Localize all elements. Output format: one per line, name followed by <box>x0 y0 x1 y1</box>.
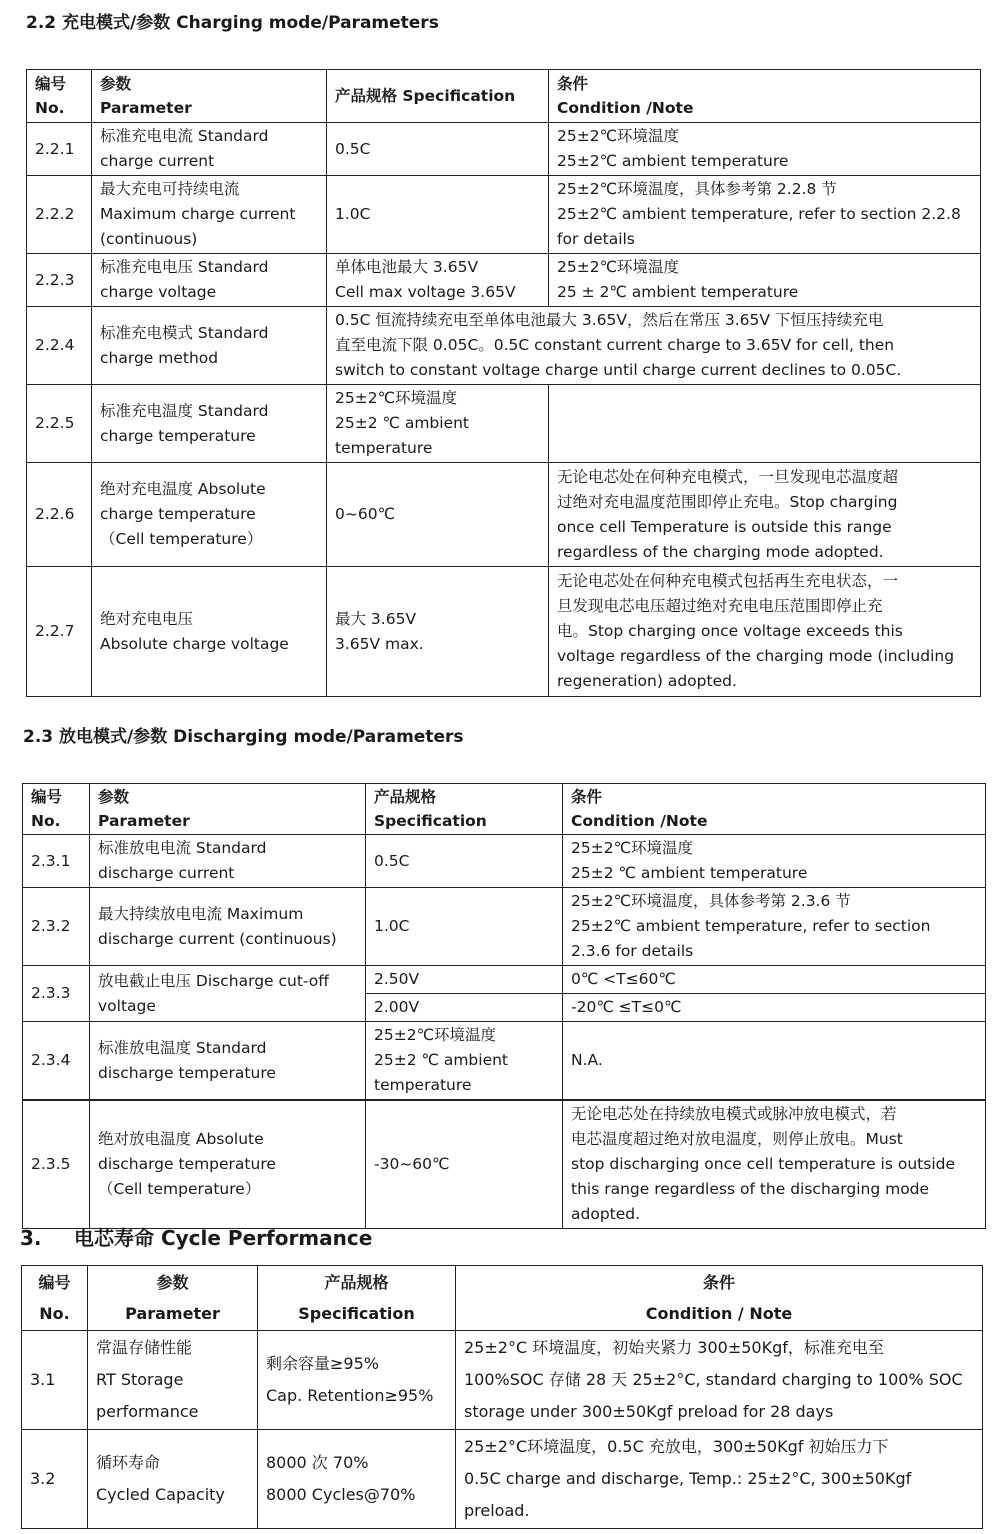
section-heading-3 <box>20 1222 372 1251</box>
row-parameter: 标准充电电流 Standard charge current <box>92 123 327 176</box>
header-no: 编号 No. <box>22 1266 88 1331</box>
row-condition: 25±2℃环境温度 25±2℃ ambient temperature <box>549 123 981 176</box>
row-number: 2.3.3 <box>23 966 90 1022</box>
table-row <box>27 307 981 385</box>
header-condition: 条件 Condition /Note <box>563 784 986 835</box>
row-number: 3.2 <box>22 1430 88 1529</box>
table-row <box>27 123 981 176</box>
row-number: 3.1 <box>22 1331 88 1430</box>
cycle-performance-table <box>21 1265 983 1529</box>
table-row <box>23 835 986 888</box>
row-parameter: 放电截止电压 Discharge cut-off voltage <box>90 966 366 1022</box>
row-condition: 0℃ <T≤60℃ <box>563 966 986 994</box>
row-specification: 0.5C <box>366 835 563 888</box>
row-parameter: 绝对放电温度 Absolute discharge temperature （Cell temperature） <box>90 1100 366 1229</box>
row-condition: 无论电芯处在持续放电模式或脉冲放电模式，若 电芯温度超过绝对放电温度，则停止放电。Must stop discharging once cell temperature is outside this range regardless of the discharging mode adopted. <box>563 1100 986 1229</box>
row-specification: 0~60℃ <box>327 463 549 567</box>
row-specification: 8000 次 70% 8000 Cycles@70% <box>258 1430 456 1529</box>
row-parameter: 标准充电温度 Standard charge temperature <box>92 385 327 463</box>
row-specification: 剩余容量≥95% Cap. Retention≥95% <box>258 1331 456 1430</box>
header-no: 编号 No. <box>27 70 92 123</box>
row-number: 2.2.2 <box>27 176 92 254</box>
section-number: 3. <box>20 1226 42 1250</box>
row-condition: N.A. <box>563 1022 986 1101</box>
header-parameter: 参数 Parameter <box>90 784 366 835</box>
table-row <box>27 254 981 307</box>
section-title: 电芯寿命 Cycle Performance <box>74 1226 373 1250</box>
row-parameter: 绝对充电电压 Absolute charge voltage <box>92 567 327 697</box>
row-specification: 2.00V <box>366 994 563 1022</box>
table-row <box>23 1022 986 1101</box>
row-specification: 25±2℃环境温度 25±2 ℃ ambient temperature <box>327 385 549 463</box>
row-condition: 25±2°C 环境温度，初始夹紧力 300±50Kgf，标准充电至 100%SOC 存储 28 天 25±2°C, standard charging to 100% SOC storage under 300±50Kgf preload for 28 days <box>456 1331 983 1430</box>
row-parameter: 标准充电电压 Standard charge voltage <box>92 254 327 307</box>
table-row <box>27 385 981 463</box>
row-specification: 2.50V <box>366 966 563 994</box>
row-parameter: 常温存储性能 RT Storage performance <box>88 1331 258 1430</box>
row-number: 2.2.3 <box>27 254 92 307</box>
row-condition: 25±2℃环境温度，具体参考第 2.2.8 节 25±2℃ ambient temperature, refer to section 2.2.8 for details <box>549 176 981 254</box>
row-specification: -30~60℃ <box>366 1100 563 1229</box>
row-specification: 25±2℃环境温度 25±2 ℃ ambient temperature <box>366 1022 563 1101</box>
table-row <box>27 567 981 697</box>
table-row <box>22 1331 983 1430</box>
table-row <box>23 966 986 994</box>
row-parameter: 标准放电温度 Standard discharge temperature <box>90 1022 366 1101</box>
row-condition: 25±2℃环境温度 25±2 ℃ ambient temperature <box>563 835 986 888</box>
header-specification: 产品规格 Specification <box>327 70 549 123</box>
table-row <box>23 1100 986 1229</box>
header-condition: 条件 Condition /Note <box>549 70 981 123</box>
row-number: 2.2.5 <box>27 385 92 463</box>
row-condition: 无论电芯处在何种充电模式包括再生充电状态，一 旦发现电芯电压超过绝对充电电压范围即停止充 电。Stop charging once voltage exceeds this voltage regardless of the charging mode (including regeneration) adopted. <box>549 567 981 697</box>
row-number: 2.2.4 <box>27 307 92 385</box>
row-condition: 25±2℃环境温度，具体参考第 2.3.6 节 25±2℃ ambient temperature, refer to section 2.3.6 for details <box>563 888 986 966</box>
row-specification: 1.0C <box>366 888 563 966</box>
row-parameter: 最大充电可持续电流 Maximum charge current (continuous) <box>92 176 327 254</box>
row-condition: 无论电芯处在何种充电模式，一旦发现电芯温度超 过绝对充电温度范围即停止充电。Stop charging once cell Temperature is outside this range regardless of the charging mode adopted. <box>549 463 981 567</box>
table-row <box>22 1430 983 1529</box>
row-number: 2.3.5 <box>23 1100 90 1229</box>
charging-parameters-table <box>26 69 981 697</box>
section-heading-2-2: 2.2 充电模式/参数 Charging mode/Parameters <box>26 13 439 33</box>
header-no: 编号 No. <box>23 784 90 835</box>
row-condition-empty <box>549 385 981 463</box>
row-number: 2.2.7 <box>27 567 92 697</box>
header-parameter: 参数 Parameter <box>88 1266 258 1331</box>
row-parameter: 标准充电模式 Standard charge method <box>92 307 327 385</box>
row-parameter: 最大持续放电电流 Maximum discharge current (continuous) <box>90 888 366 966</box>
row-parameter: 标准放电电流 Standard discharge current <box>90 835 366 888</box>
row-number: 2.3.1 <box>23 835 90 888</box>
header-parameter: 参数 Parameter <box>92 70 327 123</box>
row-specification: 最大 3.65V 3.65V max. <box>327 567 549 697</box>
table-row <box>27 463 981 567</box>
header-specification: 产品规格 Specification <box>366 784 563 835</box>
table-header-row <box>22 1266 983 1331</box>
row-number: 2.2.6 <box>27 463 92 567</box>
row-merged-specification: 0.5C 恒流持续充电至单体电池最大 3.65V，然后在常压 3.65V 下恒压持续充电 直至电流下限 0.05C。0.5C constant current charge to 3.65V for cell, then switch to constant voltage charge until charge current declines to 0.05C. <box>327 307 981 385</box>
table-row <box>27 176 981 254</box>
section-heading-2-3: 2.3 放电模式/参数 Discharging mode/Parameters <box>23 727 464 747</box>
table-header-row <box>27 70 981 123</box>
row-number: 2.2.1 <box>27 123 92 176</box>
row-number: 2.3.4 <box>23 1022 90 1101</box>
row-number: 2.3.2 <box>23 888 90 966</box>
row-parameter: 绝对充电温度 Absolute charge temperature （Cell temperature） <box>92 463 327 567</box>
row-specification: 1.0C <box>327 176 549 254</box>
row-condition: -20℃ ≤T≤0℃ <box>563 994 986 1022</box>
row-condition: 25±2℃环境温度 25 ± 2℃ ambient temperature <box>549 254 981 307</box>
table-header-row <box>23 784 986 835</box>
row-parameter: 循环寿命 Cycled Capacity <box>88 1430 258 1529</box>
header-specification: 产品规格 Specification <box>258 1266 456 1331</box>
header-condition: 条件 Condition / Note <box>456 1266 983 1331</box>
table-row <box>23 888 986 966</box>
row-specification: 0.5C <box>327 123 549 176</box>
discharging-parameters-table <box>22 783 986 1229</box>
row-condition: 25±2°C环境温度，0.5C 充放电，300±50Kgf 初始压力下 0.5C charge and discharge, Temp.: 25±2°C, 300±50Kgf preload. <box>456 1430 983 1529</box>
row-specification: 单体电池最大 3.65V Cell max voltage 3.65V <box>327 254 549 307</box>
